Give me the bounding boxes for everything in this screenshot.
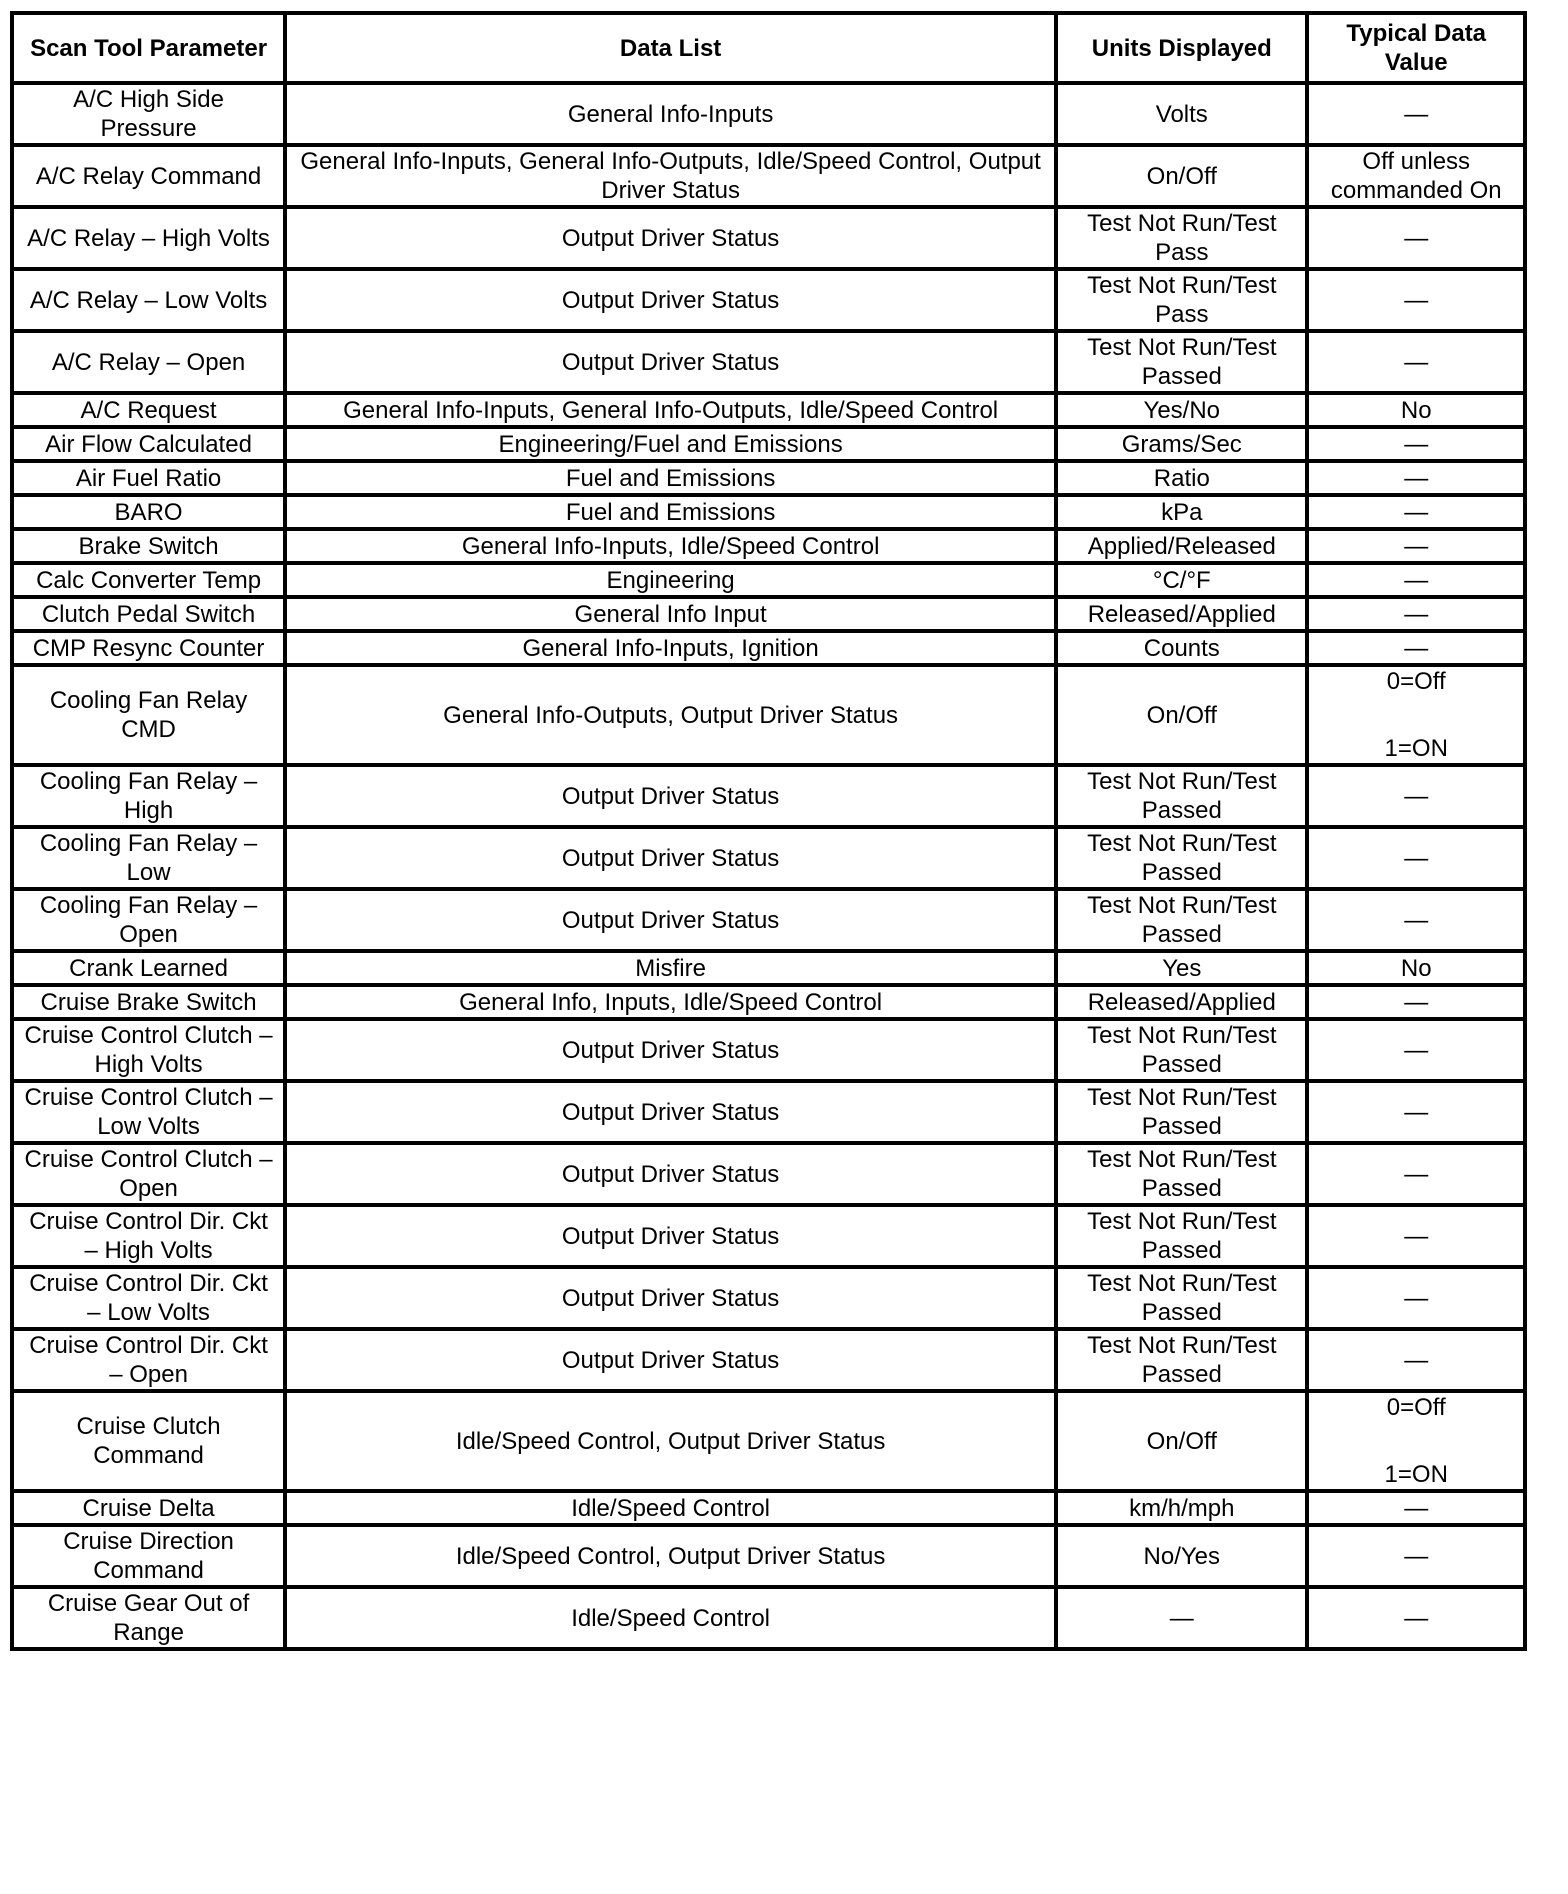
table-row (12, 985, 1525, 1019)
table-row (12, 597, 1525, 631)
cell-data-list: General Info-Inputs, General Info-Outputs, Idle/Speed Control, Output Driver Status (285, 145, 1056, 207)
value-line: 0=Off (1386, 1394, 1446, 1421)
cell-typical-data-value: No (1307, 951, 1525, 985)
table-row (12, 951, 1525, 985)
cell-scan-tool-parameter: Brake Switch (12, 529, 285, 563)
cell-typical-data-value: — (1307, 529, 1525, 563)
table-row (12, 1491, 1525, 1525)
cell-scan-tool-parameter: Cruise Control Clutch – Low Volts (12, 1081, 285, 1143)
cell-data-list: Engineering/Fuel and Emissions (285, 427, 1056, 461)
cell-units-displayed: Test Not Run/Test Passed (1056, 1081, 1307, 1143)
cell-data-list: Output Driver Status (285, 1205, 1056, 1267)
cell-units-displayed: Test Not Run/Test Pass (1056, 207, 1307, 269)
table-row (12, 393, 1525, 427)
cell-typical-data-value: — (1307, 1143, 1525, 1205)
cell-typical-data-value (1307, 665, 1525, 765)
cell-scan-tool-parameter: BARO (12, 495, 285, 529)
cell-units-displayed: Test Not Run/Test Passed (1056, 1143, 1307, 1205)
table-row (12, 1391, 1525, 1491)
cell-scan-tool-parameter: A/C Relay – High Volts (12, 207, 285, 269)
cell-scan-tool-parameter: Cruise Control Dir. Ckt – Open (12, 1329, 285, 1391)
cell-typical-data-value: No (1307, 393, 1525, 427)
cell-data-list: Output Driver Status (285, 1019, 1056, 1081)
cell-scan-tool-parameter: CMP Resync Counter (12, 631, 285, 665)
cell-units-displayed: Released/Applied (1056, 597, 1307, 631)
cell-typical-data-value: — (1307, 427, 1525, 461)
table-row (12, 665, 1525, 765)
cell-typical-data-value (1307, 1391, 1525, 1491)
cell-data-list: Output Driver Status (285, 765, 1056, 827)
cell-scan-tool-parameter: Clutch Pedal Switch (12, 597, 285, 631)
cell-units-displayed: Test Not Run/Test Passed (1056, 1329, 1307, 1391)
table-row (12, 427, 1525, 461)
cell-data-list: General Info Input (285, 597, 1056, 631)
cell-scan-tool-parameter: Cruise Gear Out of Range (12, 1587, 285, 1649)
cell-units-displayed: Test Not Run/Test Pass (1056, 269, 1307, 331)
cell-units-displayed: Test Not Run/Test Passed (1056, 889, 1307, 951)
cell-scan-tool-parameter: Cruise Clutch Command (12, 1391, 285, 1491)
value-line: 0=Off (1386, 668, 1446, 695)
cell-data-list: Idle/Speed Control (285, 1491, 1056, 1525)
cell-typical-data-value: — (1307, 269, 1525, 331)
cell-scan-tool-parameter: A/C Relay – Open (12, 331, 285, 393)
cell-units-displayed: °C/°F (1056, 563, 1307, 597)
cell-scan-tool-parameter: Calc Converter Temp (12, 563, 285, 597)
cell-data-list: Idle/Speed Control, Output Driver Status (285, 1525, 1056, 1587)
cell-scan-tool-parameter: Crank Learned (12, 951, 285, 985)
cell-units-displayed: kPa (1056, 495, 1307, 529)
table-row (12, 1525, 1525, 1587)
cell-scan-tool-parameter: A/C Relay – Low Volts (12, 269, 285, 331)
cell-scan-tool-parameter: A/C Relay Command (12, 145, 285, 207)
cell-data-list: Output Driver Status (285, 1081, 1056, 1143)
value-line: 1=ON (1384, 735, 1448, 762)
table-row (12, 1081, 1525, 1143)
cell-scan-tool-parameter: A/C Request (12, 393, 285, 427)
table-row (12, 461, 1525, 495)
cell-scan-tool-parameter: Cruise Control Dir. Ckt – High Volts (12, 1205, 285, 1267)
cell-units-displayed: km/h/mph (1056, 1491, 1307, 1525)
cell-data-list: Output Driver Status (285, 1329, 1056, 1391)
table-row (12, 495, 1525, 529)
cell-typical-data-value: — (1307, 1329, 1525, 1391)
table-row (12, 765, 1525, 827)
column-header-scan-tool-parameter: Scan Tool Parameter (12, 13, 285, 83)
cell-data-list: Output Driver Status (285, 889, 1056, 951)
table-row (12, 331, 1525, 393)
table-header-row (12, 13, 1525, 83)
cell-typical-data-value: — (1307, 331, 1525, 393)
cell-scan-tool-parameter: Cooling Fan Relay – Low (12, 827, 285, 889)
column-header-data-list: Data List (285, 13, 1056, 83)
cell-units-displayed: On/Off (1056, 665, 1307, 765)
cell-units-displayed: Yes (1056, 951, 1307, 985)
cell-units-displayed: Volts (1056, 83, 1307, 145)
table-row (12, 1329, 1525, 1391)
cell-data-list: Output Driver Status (285, 827, 1056, 889)
table-row (12, 1587, 1525, 1649)
cell-units-displayed: — (1056, 1587, 1307, 1649)
cell-typical-data-value: — (1307, 985, 1525, 1019)
cell-units-displayed: No/Yes (1056, 1525, 1307, 1587)
cell-scan-tool-parameter: A/C High Side Pressure (12, 83, 285, 145)
cell-typical-data-value: — (1307, 631, 1525, 665)
cell-data-list: General Info-Inputs, General Info-Outputs, Idle/Speed Control (285, 393, 1056, 427)
cell-units-displayed: Test Not Run/Test Passed (1056, 331, 1307, 393)
cell-scan-tool-parameter: Cruise Direction Command (12, 1525, 285, 1587)
cell-data-list: Fuel and Emissions (285, 461, 1056, 495)
table-body (12, 83, 1525, 1649)
cell-typical-data-value: Off unless commanded On (1307, 145, 1525, 207)
column-header-units-displayed: Units Displayed (1056, 13, 1307, 83)
cell-units-displayed: Yes/No (1056, 393, 1307, 427)
cell-data-list: Output Driver Status (285, 207, 1056, 269)
cell-data-list: Output Driver Status (285, 1267, 1056, 1329)
cell-units-displayed: On/Off (1056, 145, 1307, 207)
cell-data-list: Idle/Speed Control (285, 1587, 1056, 1649)
cell-typical-data-value: — (1307, 889, 1525, 951)
table-row (12, 1267, 1525, 1329)
cell-scan-tool-parameter: Cooling Fan Relay – High (12, 765, 285, 827)
cell-data-list: Idle/Speed Control, Output Driver Status (285, 1391, 1056, 1491)
cell-typical-data-value: — (1307, 83, 1525, 145)
table-row (12, 1019, 1525, 1081)
cell-scan-tool-parameter: Cruise Control Clutch – Open (12, 1143, 285, 1205)
cell-typical-data-value: — (1307, 1205, 1525, 1267)
cell-typical-data-value: — (1307, 1587, 1525, 1649)
cell-units-displayed: Test Not Run/Test Passed (1056, 827, 1307, 889)
cell-typical-data-value: — (1307, 1267, 1525, 1329)
cell-typical-data-value: — (1307, 461, 1525, 495)
table-row (12, 529, 1525, 563)
cell-scan-tool-parameter: Cruise Control Clutch – High Volts (12, 1019, 285, 1081)
cell-data-list: Output Driver Status (285, 1143, 1056, 1205)
cell-data-list: General Info-Inputs, Ignition (285, 631, 1056, 665)
cell-scan-tool-parameter: Cooling Fan Relay CMD (12, 665, 285, 765)
cell-scan-tool-parameter: Cruise Control Dir. Ckt – Low Volts (12, 1267, 285, 1329)
cell-units-displayed: Released/Applied (1056, 985, 1307, 1019)
cell-typical-data-value: — (1307, 1525, 1525, 1587)
table-row (12, 827, 1525, 889)
cell-scan-tool-parameter: Air Flow Calculated (12, 427, 285, 461)
cell-data-list: General Info-Outputs, Output Driver Status (285, 665, 1056, 765)
cell-data-list: Engineering (285, 563, 1056, 597)
cell-units-displayed: On/Off (1056, 1391, 1307, 1491)
table-row (12, 563, 1525, 597)
table-row (12, 207, 1525, 269)
cell-scan-tool-parameter: Cooling Fan Relay – Open (12, 889, 285, 951)
cell-typical-data-value: — (1307, 563, 1525, 597)
cell-scan-tool-parameter: Air Fuel Ratio (12, 461, 285, 495)
cell-data-list: Misfire (285, 951, 1056, 985)
cell-typical-data-value: — (1307, 207, 1525, 269)
cell-units-displayed: Counts (1056, 631, 1307, 665)
cell-data-list: Output Driver Status (285, 269, 1056, 331)
cell-units-displayed: Applied/Released (1056, 529, 1307, 563)
cell-data-list: General Info, Inputs, Idle/Speed Control (285, 985, 1056, 1019)
table-row (12, 1143, 1525, 1205)
cell-data-list: Fuel and Emissions (285, 495, 1056, 529)
scan-tool-parameter-table (10, 11, 1527, 1651)
cell-units-displayed: Test Not Run/Test Passed (1056, 765, 1307, 827)
cell-scan-tool-parameter: Cruise Delta (12, 1491, 285, 1525)
value-line: 1=ON (1384, 1461, 1448, 1488)
cell-typical-data-value: — (1307, 597, 1525, 631)
column-header-typical-data-value: Typical Data Value (1307, 13, 1525, 83)
cell-units-displayed: Test Not Run/Test Passed (1056, 1019, 1307, 1081)
cell-data-list: General Info-Inputs, Idle/Speed Control (285, 529, 1056, 563)
cell-typical-data-value: — (1307, 1081, 1525, 1143)
cell-typical-data-value: — (1307, 495, 1525, 529)
cell-data-list: Output Driver Status (285, 331, 1056, 393)
table-row (12, 83, 1525, 145)
cell-units-displayed: Grams/Sec (1056, 427, 1307, 461)
table-row (12, 269, 1525, 331)
cell-scan-tool-parameter: Cruise Brake Switch (12, 985, 285, 1019)
table-row (12, 145, 1525, 207)
cell-units-displayed: Test Not Run/Test Passed (1056, 1205, 1307, 1267)
cell-typical-data-value: — (1307, 1019, 1525, 1081)
cell-units-displayed: Ratio (1056, 461, 1307, 495)
table-row (12, 889, 1525, 951)
table-row (12, 631, 1525, 665)
cell-units-displayed: Test Not Run/Test Passed (1056, 1267, 1307, 1329)
cell-typical-data-value: — (1307, 765, 1525, 827)
cell-typical-data-value: — (1307, 1491, 1525, 1525)
cell-data-list: General Info-Inputs (285, 83, 1056, 145)
table-row (12, 1205, 1525, 1267)
cell-typical-data-value: — (1307, 827, 1525, 889)
